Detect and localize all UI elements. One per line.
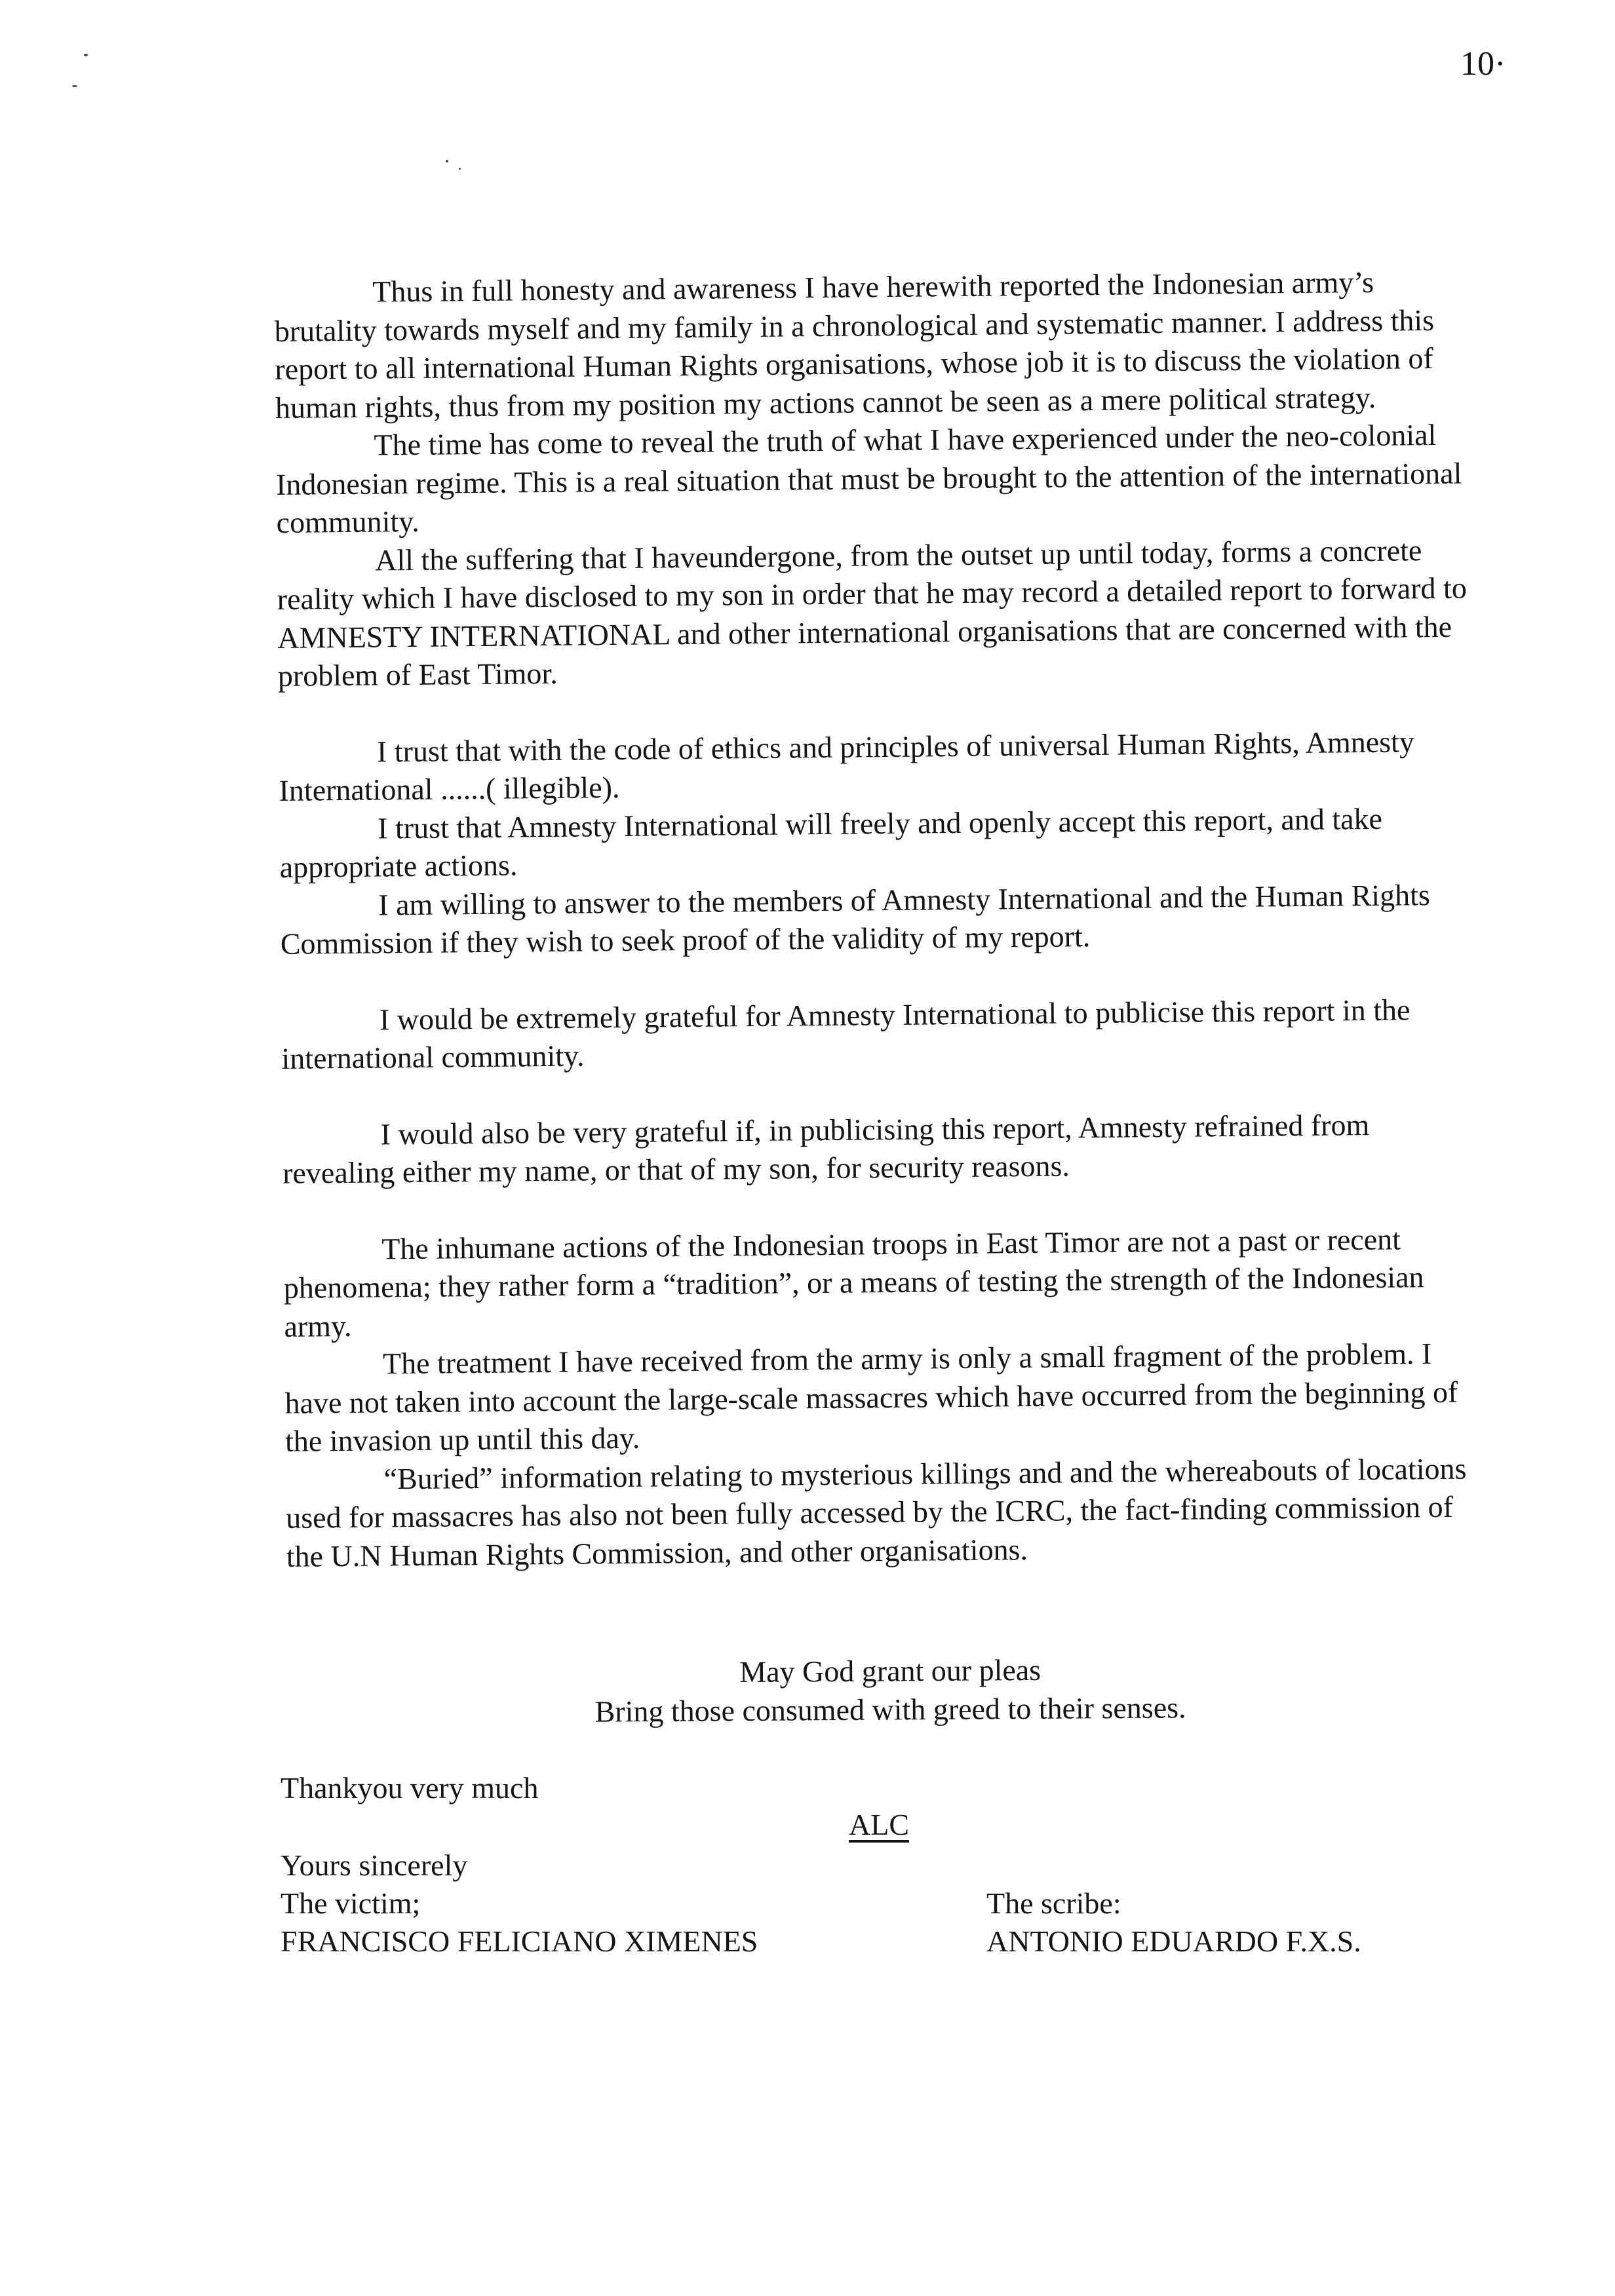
- paragraph: I would be extremely grateful for Amnesty International to publicise this report in the international community.: [281, 992, 1411, 1075]
- scribe-name: ANTONIO EDUARDO F.X.S.: [986, 1924, 1361, 1958]
- paragraph: All the suffering that I haveundergone, from the outset up until today, forms a concrete reality which I have disclosed to my son in order that he may record a detailed report to forward to AMNESTY INTERNATIONAL and other international organisations that are concerned with the problem of East Timor.: [277, 533, 1468, 693]
- victim-name: FRANCISCO FELICIANO XIMENES: [281, 1924, 758, 1958]
- paragraph: Thus in full honesty and awareness I have herewith reported the Indonesian army’s brutality towards myself and my family in a chronological and systematic manner. I address this report to all international Human Rights organisations, whose job it is to discuss the violation of human rights, thus from my position my actions cannot be seen as a mere political strategy.: [274, 265, 1435, 425]
- scan-speck: [459, 168, 461, 170]
- victim-role: The victim;: [281, 1886, 421, 1920]
- scribe-role: The scribe:: [986, 1886, 1121, 1920]
- initials: ALC: [849, 1808, 909, 1841]
- letter-body: [274, 262, 1492, 1576]
- thanks-line: Thankyou very much: [281, 1771, 539, 1805]
- scan-speck: [84, 54, 88, 56]
- paragraph: The treatment I have received from the army is only a small fragment of the problem. I have not taken into account the large-scale massacres which have occurred from the beginning of the invasion up until this day.: [284, 1337, 1458, 1458]
- paragraph: I am willing to answer to the members of Amnesty International and the Human Rights Commission if they wish to seek proof of the validity of my report.: [280, 877, 1430, 961]
- paragraph: I would also be very grateful if, in publicising this report, Amnesty refrained from revealing either my name, or that of my son, for security reasons.: [282, 1107, 1370, 1190]
- blessing: [274, 1648, 1481, 1733]
- victim-signoff: [281, 1846, 758, 1961]
- paragraph: “Buried” information relating to mysterious killings and and the whereabouts of locations used for massacres has also not been fully accessed by the ICRC, the fact-finding commission of the U.N Human Rights Commission, and other organisations.: [285, 1451, 1467, 1573]
- paragraph: The time has come to reveal the truth of what I have experienced under the neo-colonial Indonesian regime. This is a real situation that must be brought to the attention of the international community.: [275, 417, 1462, 539]
- closing-salutation: Yours sincerely: [281, 1848, 468, 1882]
- blessing-line: Bring those consumed with greed to their senses.: [594, 1690, 1186, 1729]
- scan-speck: [446, 160, 448, 163]
- scan-speck: [72, 85, 77, 87]
- blessing-line: May God grant our pleas: [739, 1653, 1041, 1689]
- paragraph: I trust that Amnesty International will freely and openly accept this report, and take appropriate actions.: [279, 801, 1383, 884]
- paragraph: I trust that with the code of ethics and principles of universal Human Rights, Amnesty International ......( illegible).: [279, 724, 1415, 807]
- paragraph: The inhumane actions of the Indonesian troops in East Timor are not a past or recent phenomena; they rather form a “tradition”, or a means of testing the strength of the Indonesian army.: [283, 1222, 1424, 1343]
- page-number: 10·: [1460, 45, 1506, 83]
- scribe-signoff: [986, 1885, 1361, 1961]
